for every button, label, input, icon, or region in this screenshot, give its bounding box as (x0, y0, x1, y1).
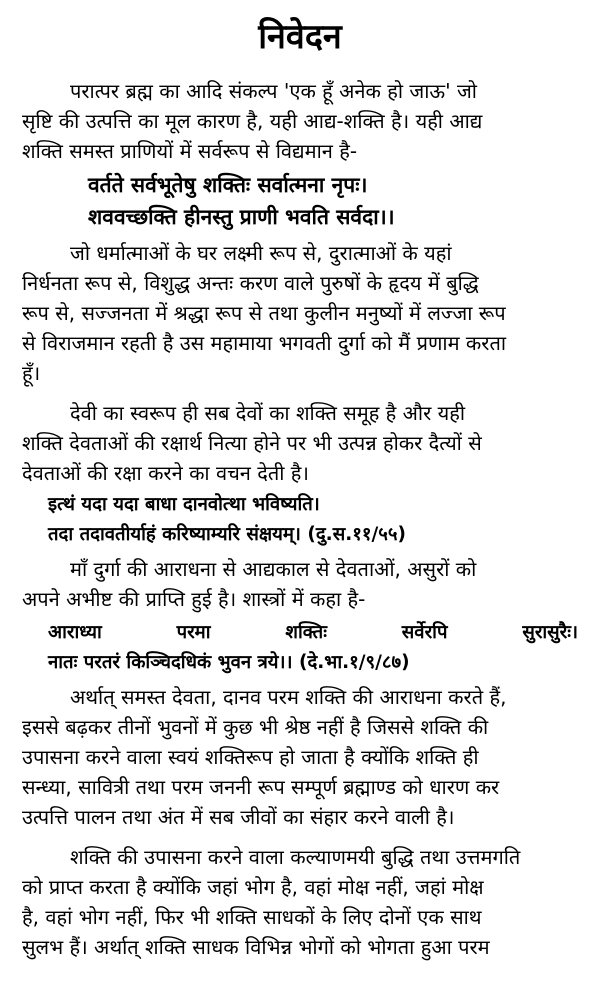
verse-line: तदा तदावतीर्याहं करिष्याम्यरि संक्षयम्। (दु.स.११/५५) (48, 524, 406, 545)
text-line: शक्ति की उपासना करने वाला कल्याणमयी बुद्धि तथा उत्तमगति (70, 845, 521, 869)
text-line: शक्ति समस्त प्राणियों में सर्वरूप से विद्यमान है- (22, 139, 358, 163)
text-line: है, वहां भोग नहीं, फिर भी शक्ति साधकों के लिए दोनों एक साथ (22, 905, 482, 929)
text-line: इससे बढ़कर तीनों भुवनों में कुछ भी श्रेष्ठ नहीं है जिससे शक्ति की (22, 715, 489, 739)
text-line: अपने अभीष्ट की प्राप्ति हुई है। शास्त्रों में कहा है- (22, 587, 366, 611)
text-line: अर्थात् समस्त देवता, दानव परम शक्ति की आराधना करते हैं, (70, 685, 507, 709)
text-line: परात्पर ब्रह्म का आदि संकल्प 'एक हूँ अनेक हो जाऊ' जो (70, 79, 477, 103)
text-line: माँ दुर्गा की आराधना से आद्यकाल से देवताओं, असुरों को (70, 557, 477, 581)
text-line: शक्ति देवताओं की रक्षार्थ नित्या होने पर भी उत्पन्न होकर दैत्यों से (22, 431, 482, 455)
verse-line: वर्तते सर्वभूतेषु शक्तिः सर्वात्मना नृपः। (88, 173, 368, 197)
text-line: सृष्टि की उत्पत्ति का मूल कारण है, यही आद्य-शक्ति है। यही आद्य (22, 109, 483, 133)
text-line: सन्ध्या, सावित्री तथा परम जननी रूप सम्पूर्ण ब्रह्माण्ड को धारण कर (22, 775, 500, 799)
text-line: को प्राप्त करता है क्योंकि जहां भोग है, वहां मोक्ष नहीं, जहां मोक्ष (22, 875, 484, 899)
text-line: सुलभ हैं। अर्थात् शक्ति साधक विभिन्न भोगों को भोगता हुआ परम (22, 935, 490, 959)
text-line: देवताओं की रक्षा करने का वचन देती है। (22, 461, 310, 485)
text-line: हूँ। (22, 361, 41, 385)
page-title: निवेदन (258, 17, 342, 57)
text-line: उपासना करने वाला स्वयं शक्तिरूप हो जाता है क्योंकि शक्ति ही (22, 745, 479, 769)
verse-line (48, 618, 578, 648)
text-line: उत्पत्ति पालन तथा अंत में सब जीवों का संहार करने वाली है। (22, 805, 455, 829)
verse-word: सुरासुरैः। (522, 622, 578, 643)
text-line: जो धर्मात्माओं के घर लक्ष्मी रूप से, दुरात्माओं के यहां (70, 241, 452, 265)
verse-word: सर्वेरपि (401, 622, 448, 643)
verse-word: शक्तिः (285, 622, 327, 643)
text-line: निर्धनता रूप से, विशुद्ध अन्तः करण वाले पुरुषों के हृदय में बुद्धि (22, 271, 479, 295)
verse-line: नातः परतरं किञ्चिदधिकं भुवन त्रये।। (दे.भा.१/९/८७) (48, 652, 410, 673)
verse-line: शववच्छक्ति हीनस्तु प्राणी भवति सर्वदा।। (88, 205, 395, 229)
verse-line: इत्थं यदा यदा बाधा दानवोत्था भविष्यति। (48, 494, 320, 515)
text-line: देवी का स्वरूप ही सब देवों का शक्ति समूह है और यही (70, 401, 466, 425)
text-line: से विराजमान रहती है उस महामाया भगवती दुर्गा को मैं प्रणाम करता (22, 331, 507, 355)
verse-word: आराध्या (48, 622, 102, 643)
text-line: रूप से, सज्जनता में श्रद्धा रूप से तथा कुलीन मनुष्यों में लज्जा रूप (22, 301, 506, 325)
verse-word: परमा (176, 622, 211, 643)
